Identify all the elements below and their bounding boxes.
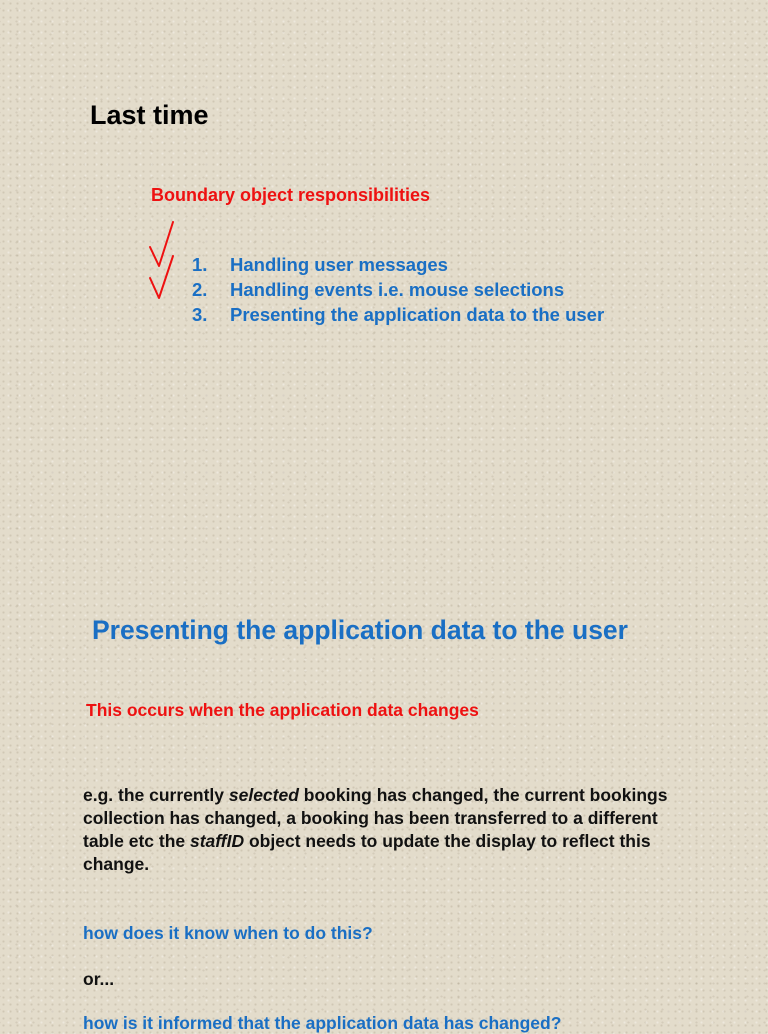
list-item-number: 3. <box>192 304 208 325</box>
paragraph-text: object needs to update the display to reflect this change. <box>83 831 651 874</box>
list-item-text: Handling user messages <box>230 254 448 275</box>
paragraph-emphasis: selected <box>228 785 299 805</box>
list-item-number: 2. <box>192 279 208 300</box>
check-mark-icon <box>150 222 173 266</box>
list-item-text: Presenting the application data to the user <box>230 304 605 325</box>
check-marks <box>145 218 185 308</box>
example-paragraph <box>83 784 703 876</box>
responsibilities-list <box>192 252 612 327</box>
paragraph-text: booking has changed, the current bookings collection has changed, a booking has been transferred to a different table etc the <box>83 785 668 851</box>
red-note: This occurs when the application data changes <box>86 700 479 720</box>
list-item-text: Handling events i.e. mouse selections <box>230 279 565 300</box>
question-informed: how is it informed that the application data has changed? <box>83 1013 562 1033</box>
list-item <box>192 277 612 302</box>
paragraph-emphasis: staffID <box>189 831 245 851</box>
list-item-number: 1. <box>192 254 208 275</box>
question-when: how does it know when to do this? <box>83 923 373 943</box>
responsibilities-heading: Boundary object responsibilities <box>151 185 431 205</box>
paragraph-text: e.g. the currently <box>83 785 229 805</box>
slide-title: Last time <box>90 100 209 130</box>
or-text: or... <box>83 969 115 989</box>
list-item <box>192 302 612 327</box>
section-heading: Presenting the application data to the user <box>92 615 628 645</box>
list-item <box>192 252 612 277</box>
check-mark-icon <box>150 256 173 298</box>
